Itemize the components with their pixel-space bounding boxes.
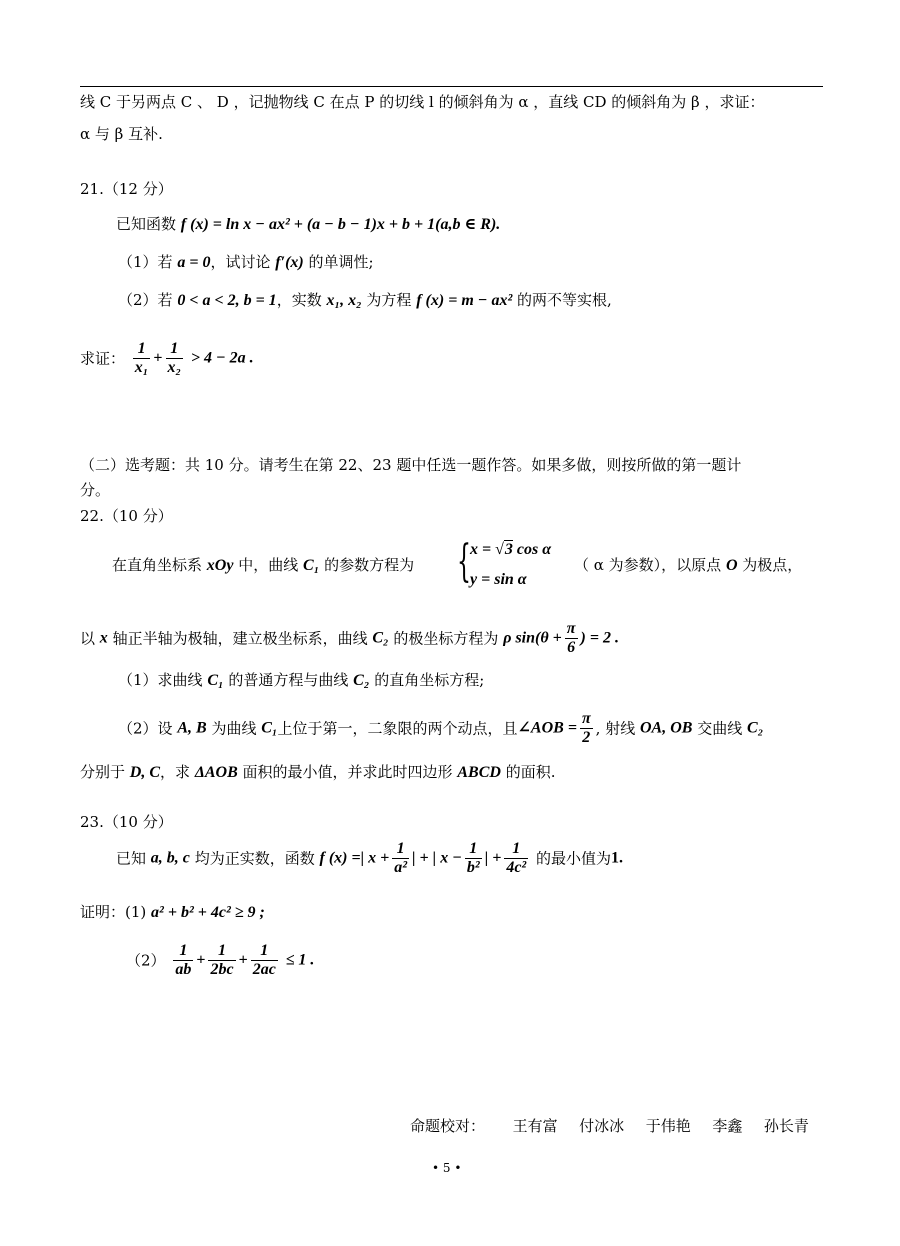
q22-line2-prefix: 以 <box>80 629 96 648</box>
q21-prove <box>80 340 254 377</box>
intro-text-1: 线 C 于另两点 C 、 D ，记抛物线 C 在点 P 的切线 l 的倾斜角为 α ，直线 CD 的倾斜角为 β ，求证： <box>80 93 765 111</box>
footer-name-2: 付冰冰 <box>579 1117 625 1135</box>
q22-line2-mid2: 的极坐标方程为 <box>393 629 499 648</box>
q21-part1-condition: a = 0 <box>177 254 211 271</box>
footer-name-1: 王有富 <box>512 1117 558 1135</box>
q23-stem-mid: 均为正实数，函数 <box>194 849 315 868</box>
q23-p2-frac-1-num: 1 <box>173 942 193 961</box>
q23-fx: f (x) =| x + <box>319 849 390 867</box>
q22-line2 <box>80 620 619 657</box>
q22-stem <box>112 555 414 576</box>
q21-part1 <box>118 252 374 273</box>
page-number: • 5 • <box>432 1161 462 1175</box>
q22-polar-eq-b: ) = 2 . <box>580 629 619 647</box>
q23-abc: a, b, c <box>150 849 190 867</box>
q22-line3-mid: ，求 <box>160 763 191 781</box>
q22-brace: { <box>457 536 471 587</box>
q22-part2-mid3: , 射线 <box>595 719 636 738</box>
q22-line3-prefix: 分别于 <box>80 763 126 781</box>
q22-part1-c1: C₁ <box>207 672 224 689</box>
q22-stem-prefix: 在直角坐标系 <box>112 556 203 574</box>
q23-p2-frac-1 <box>173 942 193 979</box>
intro-line-1 <box>80 92 764 112</box>
q22-origin: O <box>725 557 738 574</box>
elective-line-2: 分。 <box>80 481 111 499</box>
q21-part1-derivative: f′(x) <box>275 254 304 271</box>
q23-p2-plus-2: + <box>238 951 248 969</box>
intro-text-2: α 与 β 互补. <box>80 125 163 143</box>
q21-frac-2-num: 1 <box>166 340 184 359</box>
q23-p2-plus-1: + <box>196 951 206 969</box>
q23-frac-1-num: 1 <box>392 840 409 859</box>
q22-stem-end: 为极点， <box>742 556 803 574</box>
q21-frac-2-den: x₂ <box>167 359 182 376</box>
q22-stem-tail <box>574 555 802 576</box>
q23-proof-1-formula: a² + b² + 4c² ≥ 9 ; <box>151 904 265 921</box>
q22-pi-over-6 <box>565 620 578 657</box>
q22-rays: OA, OB <box>640 719 693 737</box>
q21-frac-1-den: x₁ <box>134 359 149 376</box>
q22-angle: ∠AOB = <box>517 719 577 737</box>
q23-frac-3 <box>504 840 528 877</box>
q23-proof-2 <box>126 942 314 979</box>
q23-frac-1-den: a² <box>394 859 408 876</box>
q22-part2-c1: C₁ <box>261 719 278 737</box>
q22-part2-mid4: 交曲线 <box>697 719 743 738</box>
q21-part2-condition: 0 < a < 2, b = 1 <box>177 292 277 309</box>
q22-line2-mid: 轴正半轴为极轴，建立极坐标系，曲线 <box>112 629 368 648</box>
q22-part1 <box>118 670 484 691</box>
q21-part2-vars: x₁, x₂ <box>326 292 362 309</box>
q22-part2-prefix: （2）设 <box>118 719 173 738</box>
footer-label: 命题校对： <box>410 1117 486 1135</box>
q22-part2-ab: A, B <box>177 719 207 737</box>
q22-system-line-1: x = √3 cos α <box>470 541 552 558</box>
q22-sys-sqrt: 3 <box>504 541 513 558</box>
q21-plus: + <box>153 349 163 367</box>
q22-part2-c2: C₂ <box>747 719 764 737</box>
q22-system-line-2: y = sin α <box>470 571 527 588</box>
q22-polar-eq-a: ρ sin(θ + <box>503 629 562 647</box>
q21-part2-mid: ，实数 <box>276 291 322 309</box>
footer-credits <box>410 1116 809 1136</box>
q22-stem-mid2: 的参数方程为 <box>324 556 415 574</box>
q22-xoy: xOy <box>206 557 234 574</box>
q23-frac-3-den: 4c² <box>506 859 527 876</box>
q23-p2-frac-1-den: ab <box>175 961 192 978</box>
q23-proof-prefix: 证明：(1) <box>80 903 147 921</box>
q23-stem-mid3: | + <box>484 849 502 867</box>
q23-p2-frac-2-num: 1 <box>208 942 235 961</box>
q22-line3-dc: D, C <box>129 764 161 781</box>
q22-triangle: ΔAOB <box>194 764 238 781</box>
q21-prove-rhs: > 4 − 2a . <box>190 349 254 367</box>
q21-prove-prefix: 求证： <box>80 349 126 368</box>
q23-frac-2-den: b² <box>466 859 480 876</box>
q23-p2-suffix: ≤ 1 . <box>285 951 315 969</box>
q21-stem-prefix: 已知函数 <box>116 215 177 233</box>
q22-sys-x: x = <box>470 541 496 558</box>
q21-part2-suffix: 的两不等实根, <box>517 291 612 309</box>
q23-p2-frac-2 <box>208 942 235 979</box>
intro-line-2 <box>80 124 163 144</box>
q22-part1-prefix: （1）求曲线 <box>118 671 203 689</box>
q21-part2 <box>118 290 612 311</box>
q21-function-formula: f (x) = ln x − ax² + (a − b − 1)x + b + 1(a,b ∈ R). <box>180 216 501 233</box>
q22-part2-pi: π <box>581 710 591 727</box>
q23-p2-frac-3-den: 2ac <box>252 961 276 978</box>
footer-name-4: 李鑫 <box>712 1117 743 1135</box>
q23-stem-suffix: 的最小值为 <box>536 849 612 868</box>
q23-proof-1 <box>80 902 265 923</box>
q23-stem-one: 1. <box>611 849 624 867</box>
q22-line3-suffix: 的面积. <box>505 763 556 781</box>
q23-header: 23.（10 分） <box>80 813 173 831</box>
q22-part2-mid: 为曲线 <box>211 719 257 738</box>
q23-p2-frac-2-den: 2bc <box>210 961 234 978</box>
footer-name-5: 孙长青 <box>763 1117 809 1135</box>
q22-part2-mid2: 上位于第一，二象限的两个动点，且 <box>277 719 518 738</box>
q23-proof-2-prefix: （2） <box>126 951 166 970</box>
q21-part2-equation: f (x) = m − ax² <box>416 292 513 309</box>
q22-part2 <box>118 710 763 747</box>
q22-abcd: ABCD <box>457 764 501 781</box>
q23-frac-1 <box>392 840 409 877</box>
q22-line3-mid2: 面积的最小值，并求此时四边形 <box>242 763 453 781</box>
q22-sys-cos: cos α <box>512 541 552 558</box>
q22-header: 22.（10 分） <box>80 507 173 525</box>
q22-part1-c2: C₂ <box>353 672 370 689</box>
q21-frac-1-num: 1 <box>133 340 151 359</box>
q23-stem-prefix: 已知 <box>116 849 147 868</box>
q22-c1: C₁ <box>303 557 320 574</box>
q23-p2-frac-3 <box>251 942 278 979</box>
q22-stem-mid: 中，曲线 <box>238 556 299 574</box>
q21-part2-prefix: （2）若 <box>118 291 173 309</box>
q22-line2-c2: C₂ <box>372 629 389 647</box>
q21-part1-suffix: 的单调性; <box>308 253 374 271</box>
q22-pi-over-2 <box>580 710 593 747</box>
q21-frac-1 <box>133 340 151 377</box>
q21-frac-2 <box>166 340 184 377</box>
q22-line3 <box>80 762 555 783</box>
q23-frac-2-num: 1 <box>465 840 482 859</box>
q22-part2-two: 2 <box>582 729 591 746</box>
q21-part1-prefix: （1）若 <box>118 253 173 271</box>
q21-stem <box>116 214 500 235</box>
q22-pi: π <box>566 620 576 637</box>
q22-part1-mid: 的普通方程与曲线 <box>228 671 349 689</box>
q22-part1-suffix: 的直角坐标方程; <box>374 671 485 689</box>
q23-stem-mid2: | + | x − <box>412 849 462 867</box>
q21-part1-mid: ，试讨论 <box>210 253 271 271</box>
q22-six: 6 <box>567 639 576 656</box>
q23-p2-frac-3-num: 1 <box>251 942 278 961</box>
header-rule <box>80 86 823 87</box>
q23-frac-2 <box>465 840 482 877</box>
q23-stem <box>116 840 623 877</box>
q21-header: 21.（12 分） <box>80 180 173 198</box>
footer-name-3: 于伟艳 <box>645 1117 691 1135</box>
q22-param: （ α 为参数），以原点 <box>574 556 722 574</box>
q22-line2-x: x <box>99 629 108 647</box>
q23-frac-3-num: 1 <box>504 840 528 859</box>
q21-part2-mid2: 为方程 <box>366 291 412 309</box>
elective-line-1: （二）选考题：共 10 分。请考生在第 22、23 题中任选一题作答。如果多做，则按所做的第一题计 <box>80 456 742 474</box>
